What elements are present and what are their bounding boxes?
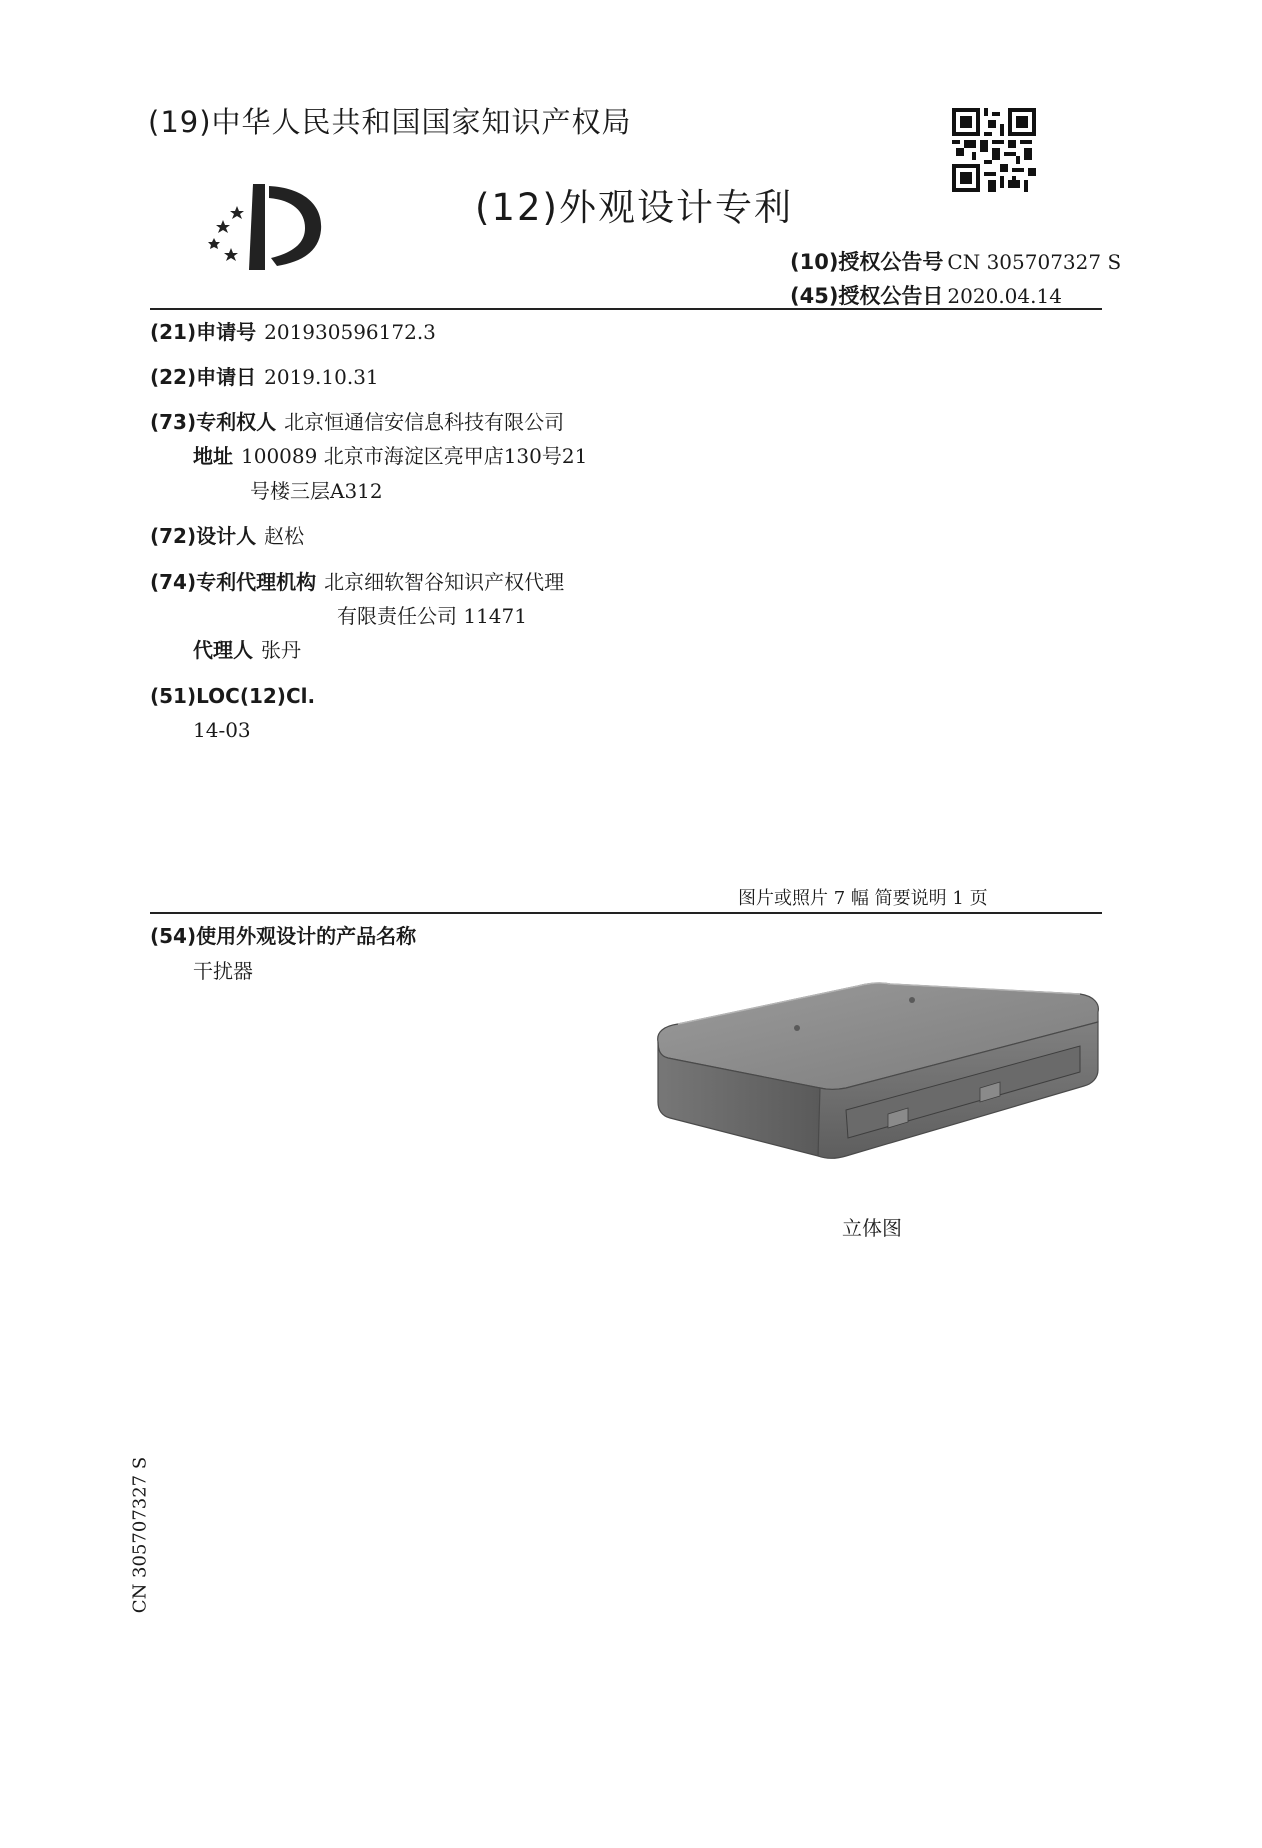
- address-label: 地址: [193, 444, 233, 468]
- document-type-title: (12)外观设计专利: [475, 186, 793, 229]
- description-pages: 1: [952, 888, 964, 909]
- agency-label: (74)专利代理机构: [150, 570, 317, 594]
- header-divider: [150, 308, 1102, 310]
- qr-code-icon: [952, 108, 1036, 192]
- agent-field: [193, 636, 301, 664]
- jammer-device-perspective-icon: [650, 960, 1100, 1190]
- summary-divider: [150, 912, 1102, 914]
- agent-label: 代理人: [193, 638, 253, 662]
- designer-field: [150, 522, 304, 550]
- address-field: [193, 442, 587, 470]
- filing-date-value: 2019.10.31: [264, 365, 379, 389]
- filing-date-label: (22)申请日: [150, 365, 257, 389]
- agent-value: 张丹: [261, 638, 301, 662]
- product-name-field: [150, 922, 416, 950]
- publication-date: 2020.04.14: [947, 284, 1062, 308]
- images-pages-summary: [738, 884, 988, 910]
- agency-line-2: 有限责任公司 11471: [337, 604, 527, 628]
- summary-prefix: 图片或照片: [738, 888, 828, 909]
- application-number-field: [150, 318, 436, 346]
- images-count: 7: [833, 888, 846, 909]
- address-line-2: 号楼三层A312: [250, 479, 383, 503]
- designer-label: (72)设计人: [150, 524, 257, 548]
- patentee-label: (73)专利权人: [150, 410, 277, 434]
- summary-suffix: 页: [969, 888, 988, 909]
- designer-value: 赵松: [264, 524, 305, 548]
- cnipa-logo-icon: [205, 178, 325, 278]
- patentee-field: [150, 408, 564, 436]
- patentee-value: 北京恒通信安信息科技有限公司: [284, 410, 565, 434]
- loc-class-label: (51)LOC(12)Cl.: [150, 684, 316, 708]
- loc-class-value: 14-03: [193, 718, 251, 742]
- product-name-label: (54)使用外观设计的产品名称: [150, 924, 417, 948]
- filing-date-field: [150, 363, 379, 391]
- agency-line-1: 北京细软智谷知识产权代理: [324, 570, 565, 594]
- application-number-value: 201930596172.3: [264, 320, 436, 344]
- address-line-1: 100089 北京市海淀区亮甲店130号21: [241, 444, 588, 468]
- agency-field: [150, 568, 564, 596]
- product-name-value: 干扰器: [193, 959, 253, 983]
- publication-date-label: (45)授权公告日: [790, 284, 944, 308]
- issuing-office: (19)中华人民共和国国家知识产权局: [148, 105, 632, 139]
- side-document-id: [126, 1455, 154, 1615]
- publication-number: CN 305707327 S: [947, 250, 1122, 274]
- application-number-label: (21)申请号: [150, 320, 257, 344]
- summary-middle: 幅 简要说明: [850, 888, 947, 909]
- publication-date-row: [790, 280, 1062, 310]
- publication-number-row: [790, 246, 1121, 276]
- side-document-id-text: CN 305707327 S: [129, 1456, 151, 1614]
- figure-caption: 立体图: [842, 1216, 902, 1240]
- loc-class-field: [150, 682, 315, 710]
- publication-number-label: (10)授权公告号: [790, 250, 944, 274]
